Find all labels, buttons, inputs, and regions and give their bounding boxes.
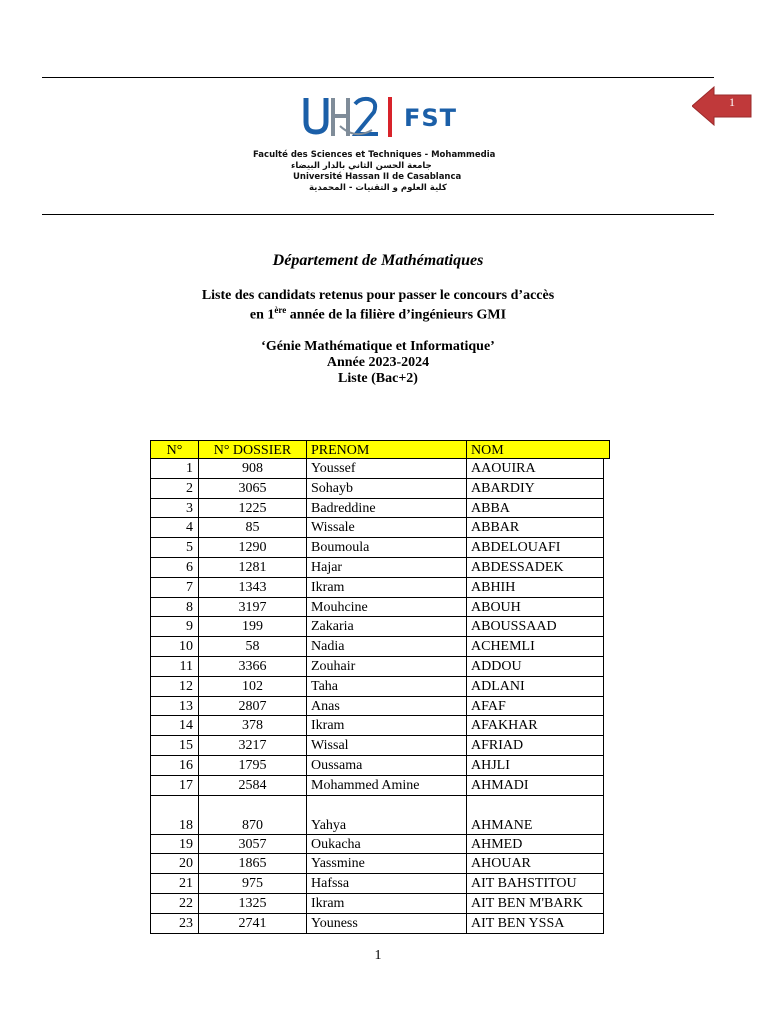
row-dossier: 378	[198, 716, 306, 736]
row-dossier: 1325	[198, 894, 306, 914]
row-dossier: 3366	[198, 657, 306, 677]
row-num: 13	[150, 697, 198, 717]
row-nom: ABOUH	[466, 598, 604, 618]
row-prenom: Ikram	[306, 894, 466, 914]
row-nom: ABHIH	[466, 578, 604, 598]
table-row	[150, 459, 604, 479]
row-nom: AIT BEN M'BARK	[466, 894, 604, 914]
table-row	[150, 697, 604, 717]
row-num: 10	[150, 637, 198, 657]
row-dossier: 1225	[198, 499, 306, 519]
table-row	[150, 874, 604, 894]
row-prenom: Badreddine	[306, 499, 466, 519]
row-prenom: Yahya	[306, 796, 466, 835]
row-num: 16	[150, 756, 198, 776]
row-dossier: 975	[198, 874, 306, 894]
row-dossier: 58	[198, 637, 306, 657]
row-dossier: 3217	[198, 736, 306, 756]
table-row	[150, 835, 604, 855]
faculty-name-fr: Faculté des Sciences et Techniques - Mohammedia	[253, 150, 496, 160]
row-nom: ABBA	[466, 499, 604, 519]
university-logo	[300, 96, 470, 140]
row-nom: AIT BAHSTITOU	[466, 874, 604, 894]
row-num: 17	[150, 776, 198, 796]
row-num: 7	[150, 578, 198, 598]
row-num: 4	[150, 518, 198, 538]
row-prenom: Ikram	[306, 716, 466, 736]
row-prenom: Boumoula	[306, 538, 466, 558]
row-nom: AIT BEN YSSA	[466, 914, 604, 934]
row-prenom: Taha	[306, 677, 466, 697]
row-dossier: 102	[198, 677, 306, 697]
row-dossier: 2584	[198, 776, 306, 796]
row-num: 11	[150, 657, 198, 677]
row-prenom: Mohammed Amine	[306, 776, 466, 796]
row-nom: AAOUIRA	[466, 459, 604, 479]
row-nom: ADDOU	[466, 657, 604, 677]
university-name-fr: Université Hassan II de Casablanca	[293, 172, 462, 182]
row-nom: AHMANE	[466, 796, 604, 835]
header-nom: NOM	[466, 440, 610, 459]
row-prenom: Oussama	[306, 756, 466, 776]
row-nom: AFAKHAR	[466, 716, 604, 736]
subtitle-line-2	[0, 305, 756, 324]
row-num: 6	[150, 558, 198, 578]
table-row	[150, 677, 604, 697]
header-dossier: N° DOSSIER	[198, 440, 306, 459]
row-prenom: Zakaria	[306, 617, 466, 637]
table-row	[150, 894, 604, 914]
row-num: 21	[150, 874, 198, 894]
row-nom: AHOUAR	[466, 854, 604, 874]
row-nom: ABDESSADEK	[466, 558, 604, 578]
faculty-name-ar: كلية العلوم و التقنيات - المحمدية	[309, 183, 447, 193]
header-prenom: PRENOM	[306, 440, 466, 459]
header-num: N°	[150, 440, 198, 459]
row-dossier: 1795	[198, 756, 306, 776]
uh2-logo-icon	[300, 96, 400, 140]
academic-year: Année 2023-2024	[326, 355, 430, 370]
row-dossier: 85	[198, 518, 306, 538]
row-nom: AHMADI	[466, 776, 604, 796]
list-type: Liste (Bac+2)	[338, 371, 418, 386]
subtitle-line-2-post: année de la filière d’ingénieurs GMI	[286, 307, 507, 323]
row-dossier: 2741	[198, 914, 306, 934]
row-num: 2	[150, 479, 198, 499]
row-prenom: Youness	[306, 914, 466, 934]
row-num: 1	[150, 459, 198, 479]
row-nom: ADLANI	[466, 677, 604, 697]
table-header-row	[150, 440, 610, 459]
row-num: 12	[150, 677, 198, 697]
row-dossier: 3197	[198, 598, 306, 618]
row-prenom: Ikram	[306, 578, 466, 598]
row-dossier: 2807	[198, 697, 306, 717]
program-name: ‘Génie Mathématique et Informatique’	[261, 339, 495, 354]
faculty-names	[225, 150, 545, 194]
row-num: 14	[150, 716, 198, 736]
row-dossier: 1290	[198, 538, 306, 558]
table-row	[150, 598, 604, 618]
top-rule	[42, 77, 714, 78]
table-row	[150, 657, 604, 677]
row-prenom: Zouhair	[306, 657, 466, 677]
row-prenom: Hajar	[306, 558, 466, 578]
row-nom: AHMED	[466, 835, 604, 855]
row-num: 3	[150, 499, 198, 519]
row-dossier: 3057	[198, 835, 306, 855]
table-row	[150, 499, 604, 519]
table-row	[150, 756, 604, 776]
row-num: 18	[150, 796, 198, 835]
table-row	[150, 578, 604, 598]
subtitle-line-2-pre: en 1	[249, 307, 275, 323]
row-dossier: 870	[198, 796, 306, 835]
row-num: 19	[150, 835, 198, 855]
row-prenom: Wissal	[306, 736, 466, 756]
row-prenom: Mouhcine	[306, 598, 466, 618]
page-number: 1	[374, 948, 382, 963]
table-row	[150, 479, 604, 499]
row-dossier: 1343	[198, 578, 306, 598]
fst-wordmark: FST	[404, 104, 458, 132]
table-row	[150, 617, 604, 637]
row-num: 20	[150, 854, 198, 874]
table-row	[150, 796, 604, 835]
row-num: 22	[150, 894, 198, 914]
row-dossier: 1865	[198, 854, 306, 874]
table-row	[150, 736, 604, 756]
row-num: 9	[150, 617, 198, 637]
page-badge-number: 1	[729, 95, 735, 109]
header-bottom-rule	[42, 214, 714, 215]
department-title: Département de Mathématiques	[272, 252, 484, 269]
row-nom: ABOUSSAAD	[466, 617, 604, 637]
row-prenom: Wissale	[306, 518, 466, 538]
row-prenom: Sohayb	[306, 479, 466, 499]
row-nom: AHJLI	[466, 756, 604, 776]
subtitle-line-2-sup: ère	[274, 305, 287, 315]
row-nom: AFAF	[466, 697, 604, 717]
row-dossier: 1281	[198, 558, 306, 578]
row-nom: ABBAR	[466, 518, 604, 538]
row-dossier: 3065	[198, 479, 306, 499]
table-row	[150, 854, 604, 874]
page-badge	[692, 86, 752, 126]
row-prenom: Yassmine	[306, 854, 466, 874]
university-name-ar: جامعة الحسن الثاني بالدار البيضاء	[291, 161, 432, 171]
row-num: 23	[150, 914, 198, 934]
row-prenom: Hafssa	[306, 874, 466, 894]
row-prenom: Youssef	[306, 459, 466, 479]
row-nom: ACHEMLI	[466, 637, 604, 657]
table-row	[150, 637, 604, 657]
table-row	[150, 538, 604, 558]
table-row	[150, 914, 604, 934]
table-row	[150, 716, 604, 736]
row-prenom: Nadia	[306, 637, 466, 657]
row-nom: AFRIAD	[466, 736, 604, 756]
row-nom: ABARDIY	[466, 479, 604, 499]
row-prenom: Oukacha	[306, 835, 466, 855]
row-nom: ABDELOUAFI	[466, 538, 604, 558]
row-num: 15	[150, 736, 198, 756]
subtitle-line-1: Liste des candidats retenus pour passer le concours d’accès	[201, 288, 555, 303]
table-row	[150, 518, 604, 538]
table-row	[150, 558, 604, 578]
row-num: 8	[150, 598, 198, 618]
row-num: 5	[150, 538, 198, 558]
table-row	[150, 776, 604, 796]
row-prenom: Anas	[306, 697, 466, 717]
row-dossier: 199	[198, 617, 306, 637]
row-dossier: 908	[198, 459, 306, 479]
